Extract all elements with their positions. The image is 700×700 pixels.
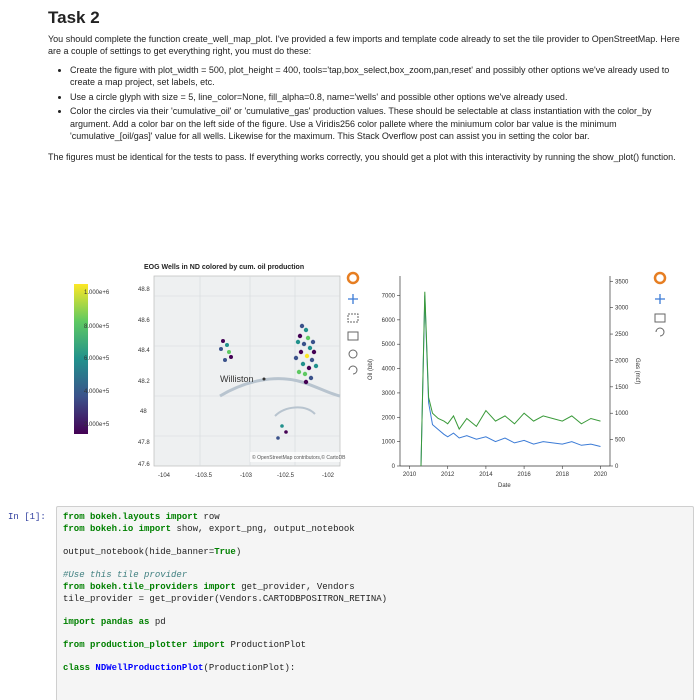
map-ytick: 48.6 — [138, 318, 150, 324]
map-xtick: -103.5 — [195, 473, 213, 479]
map-ytick: 48.2 — [138, 379, 150, 385]
reset-icon[interactable] — [349, 366, 357, 374]
cell-prompt: In [1]: — [8, 512, 46, 522]
pan-tool-icon[interactable] — [655, 294, 665, 304]
map-xtick: -102.5 — [277, 473, 295, 479]
oil-tick-label: 3000 — [381, 390, 395, 397]
oil-tick-label: 6000 — [381, 317, 395, 324]
code-line: import pandas as pd — [63, 617, 166, 627]
gas-tick-label: 2000 — [615, 358, 629, 365]
map-xtick: -104 — [158, 473, 171, 479]
code-cell[interactable] — [56, 506, 694, 700]
code-line: from bokeh.tile_providers import get_provider, Vendors — [63, 582, 355, 592]
city-label: Williston — [220, 374, 254, 384]
code-line: tile_provider = get_provider(Vendors.CARTODBPOSITRON_RETINA) — [63, 594, 388, 604]
map-toolbar — [348, 273, 358, 374]
date-tick-label: 2014 — [479, 472, 493, 478]
markdown-cell — [48, 8, 688, 169]
gas-tick-label: 0 — [615, 464, 619, 470]
box-zoom-icon[interactable] — [655, 314, 665, 322]
code-blank-line — [63, 605, 687, 616]
map-xtick: -103 — [240, 473, 253, 479]
gas-tick-label: 3000 — [615, 305, 629, 312]
map-title: EOG Wells in ND colored by cum. oil production — [144, 264, 305, 271]
map-ytick: 48.4 — [138, 348, 150, 354]
oil-tick-label: 5000 — [381, 342, 395, 349]
code-line: from bokeh.io import show, export_png, output_notebook — [63, 524, 355, 534]
task-intro: You should complete the function create_well_map_plot. I've provided a few imports and template code already to set the tile provider to OpenStreetMap. Here are a couple of settings to get everything right, you must do these: — [48, 33, 680, 56]
production-chart[interactable] — [382, 276, 629, 478]
task-footer: The figures must be identical for the tests to pass. If everything works correctly, you should get a plot with this interactivity by running the show_plot() function. — [48, 151, 676, 162]
tap-tool-icon[interactable] — [349, 350, 357, 358]
colorbar-tick: 1.000e+6 — [84, 290, 110, 296]
bullet-colorbar: • Color the circles via their 'cumulative_oil' or 'cumulative_gas' production values. These should be selectable at class instantiation with the color_by argument. Add a color bar on the left side of the figure. Use a Viridis256 color pallete where the miniumum color bar value is the minimum 'cumulative_[oil/gas]' value for all wells. Likewise for the maximum. This Stack Overflow post can assist you in setting the color bar. — [70, 105, 688, 143]
box-select-icon[interactable] — [348, 314, 358, 322]
map-ytick: 47.8 — [138, 440, 150, 446]
city-marker — [263, 378, 266, 381]
oil-tick-label: 4000 — [381, 366, 395, 373]
pan-tool-icon[interactable] — [348, 294, 358, 304]
production-toolbar — [655, 273, 665, 336]
bullet-figure: • Create the figure with plot_width = 500, plot_height = 400, tools='tap,box_select,box_zoom,pan,reset' and possibly other options we've already used to create a map project, set labels, etc. — [70, 64, 688, 89]
box-zoom-icon[interactable] — [348, 332, 358, 340]
gas-tick-label: 2500 — [615, 332, 629, 339]
bokeh-logo-icon — [655, 273, 665, 283]
code-line: from production_plotter import ProductionPlot — [63, 640, 307, 650]
gas-series-line — [421, 292, 601, 466]
map-ytick: 47.6 — [138, 462, 150, 468]
code-blank-line — [63, 558, 687, 569]
date-tick-label: 2020 — [593, 472, 608, 478]
date-tick-label: 2010 — [402, 472, 417, 478]
code-line: #Use this tile provider — [63, 570, 188, 580]
oil-axis-label: Oil (bbl) — [368, 358, 374, 380]
map-panel[interactable] — [154, 276, 340, 466]
bokeh-logo-icon — [348, 273, 358, 283]
gas-tick-label: 1000 — [615, 411, 629, 418]
colorbar-tick: 8.000e+5 — [84, 324, 110, 330]
attribution: © OpenStreetMap contributors,© CartoDB — [252, 455, 346, 461]
colorbar-tick: 4.000e+5 — [84, 389, 110, 395]
colorbar-tick: 6.000e+5 — [84, 356, 110, 362]
code-blank-line — [63, 651, 687, 662]
map-xtick: -102 — [322, 473, 335, 479]
oil-tick-label: 0 — [391, 464, 395, 470]
reset-icon[interactable] — [656, 328, 664, 336]
code-blank-line — [63, 535, 687, 546]
code-line: output_notebook(hide_banner=True) — [63, 547, 242, 557]
date-tick-label: 2018 — [555, 472, 569, 478]
oil-tick-label: 2000 — [381, 415, 395, 422]
colorbar-tick: 2.000e+5 — [84, 422, 110, 428]
oil-series-line — [421, 296, 601, 467]
oil-tick-label: 7000 — [381, 293, 395, 300]
date-tick-label: 2012 — [441, 472, 455, 478]
bokeh-plot-output — [70, 256, 690, 492]
gas-tick-label: 3500 — [615, 279, 629, 286]
date-tick-label: 2016 — [517, 472, 531, 478]
task-title: Task 2 — [48, 8, 100, 27]
gas-axis-label: Gas (mcf) — [634, 358, 640, 385]
gas-tick-label: 1500 — [615, 384, 629, 391]
gas-tick-label: 500 — [615, 437, 626, 444]
bullet-glyph: • Use a circle glyph with size = 5, line_color=None, fill_alpha=0.8, name='wells' and possible other options we've already used. — [70, 91, 688, 104]
date-axis-label: Date — [498, 483, 511, 489]
map-ytick: 48 — [140, 409, 147, 415]
oil-tick-label: 1000 — [381, 439, 395, 446]
map-ytick: 48.8 — [138, 287, 150, 293]
task-bullets — [70, 64, 688, 143]
code-line: from bokeh.layouts import row — [63, 512, 220, 522]
code-blank-line — [63, 628, 687, 639]
code-line: class NDWellProductionPlot(ProductionPlot): — [63, 663, 296, 673]
